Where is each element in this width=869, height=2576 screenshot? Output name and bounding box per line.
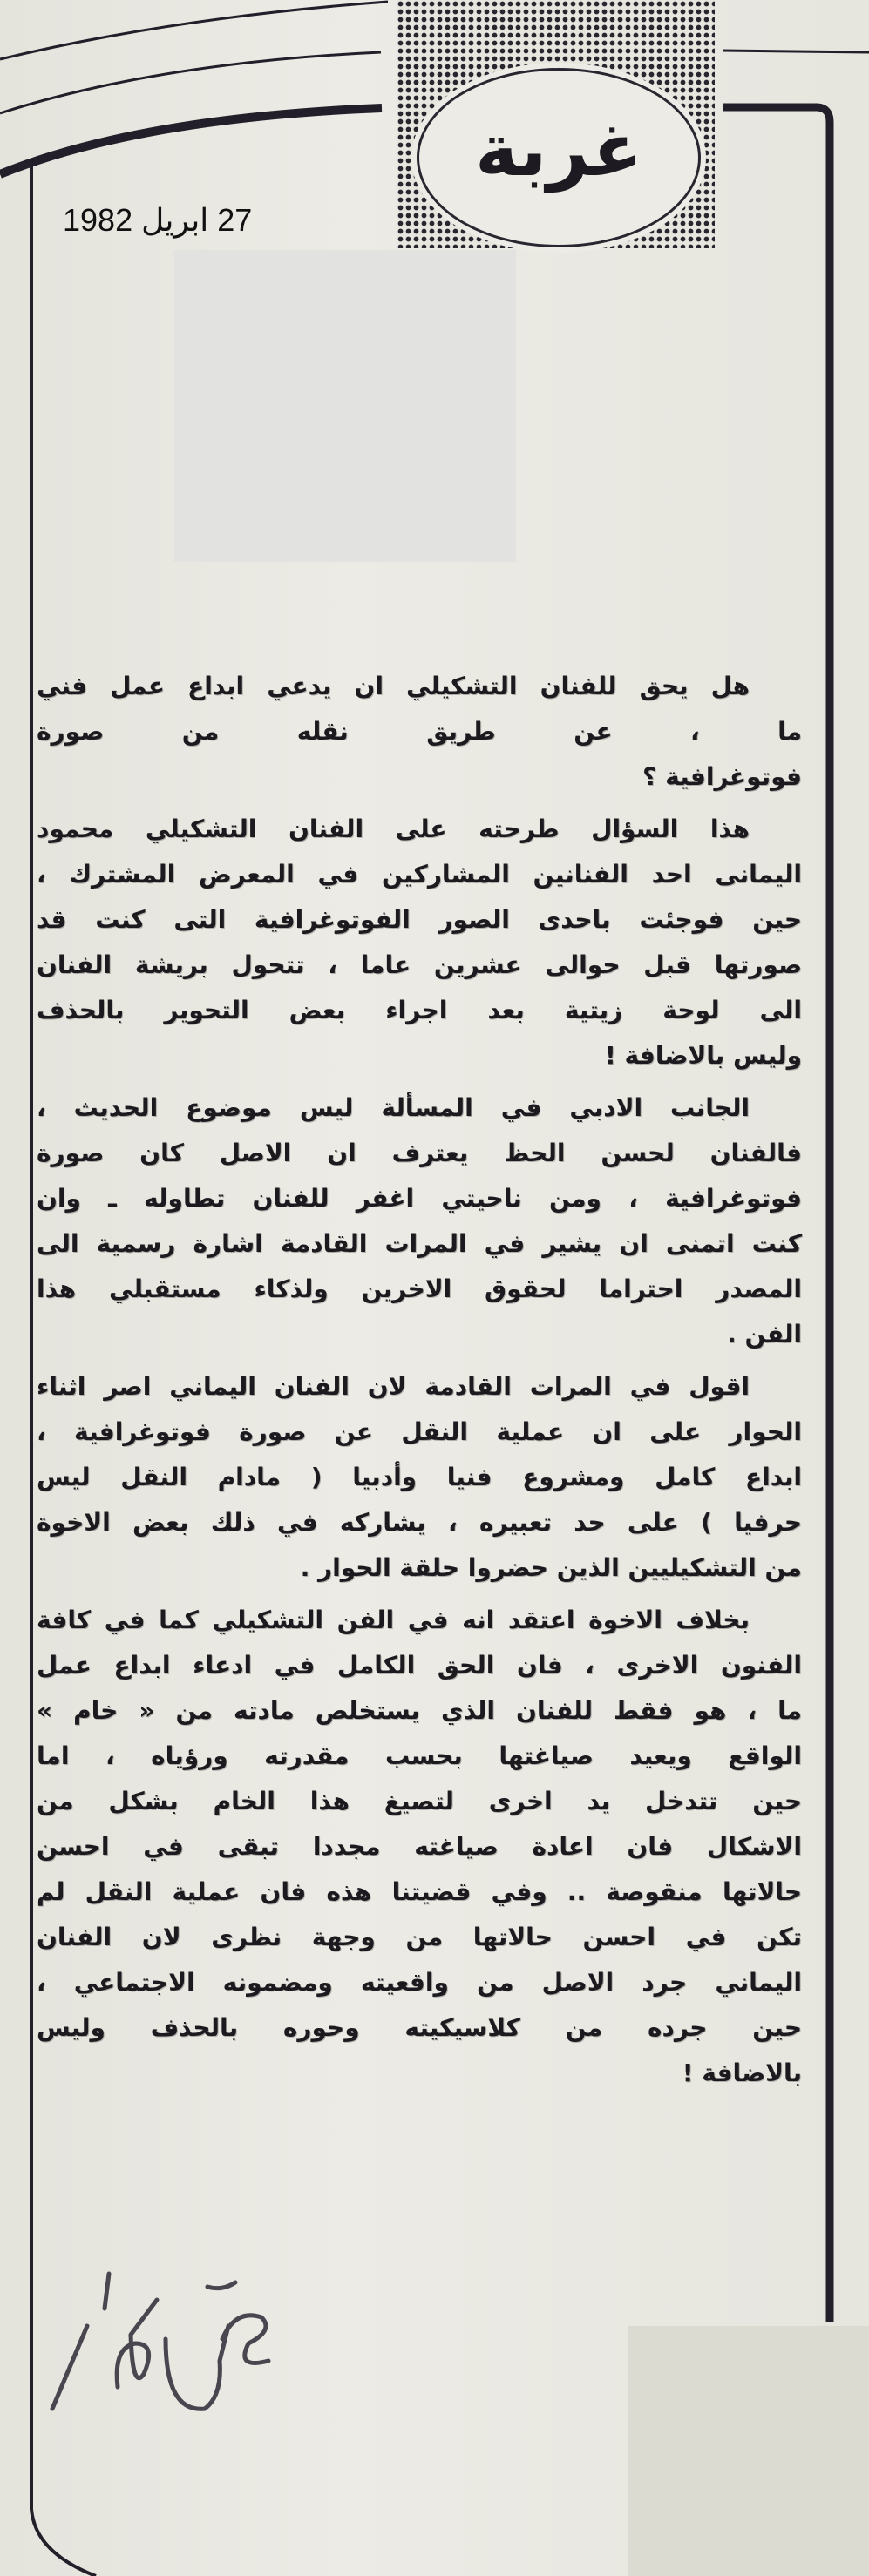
header-line-right [723,51,869,52]
article-line: الى لوحة زيتية بعد اجراء بعض التحوير بالحذف [37,996,802,1024]
publication-date: 27 ابريل 1982 [63,202,253,238]
article-line: اقول في المرات القادمة لان الفنان اليماني اصر اثناء [37,1372,750,1401]
article-line: حين فوجئت باحدى الصور الفوتوغرافية التى كنت قد [37,905,802,934]
article-line: فوتوغرافية ، ومن ناحيتي اغفر للفنان تطاوله ـ وان [37,1184,802,1213]
article-line: من التشكيليين الذين حضروا حلقة الحوار . [300,1553,802,1582]
article-line: وليس بالاضافة ! [605,1041,802,1070]
article-line: فالفنان لحسن الحظ يعترف ان الاصل كان صورة [37,1139,802,1167]
article-line: اليمانى احد الفنانين المشاركين في المعرض المشترك ، [37,860,802,889]
article-line: بالاضافة ! [682,2059,802,2087]
article-line: الواقع ويعيد صياغتها بحسب مقدرته ورؤياه ، اما [37,1741,802,1770]
article-line: فوتوغرافية ؟ [642,762,802,791]
article-line: حالاتها منقوصة .. وفي قضيتنا هذه فان عملية النقل لم [37,1877,802,1906]
article-line: حين جرده من كلاسيكيته وحوره بالحذف وليس [37,2013,802,2042]
article-line: كنت اتمنى ان يشير في المرات القادمة اشارة رسمية الى [37,1229,802,1258]
column-title-oval [417,68,701,247]
article-line: الفنون الاخرى ، فان الحق الكامل في ادعاء ابداع عمل [37,1651,802,1680]
article-line: هل يحق للفنان التشكيلي ان يدعي ابداع عمل فني [37,672,750,700]
header-curve-thick [0,108,382,174]
article-line: ما ، هو فقط للفنان الذي يستخلص مادته من « خام » [37,1696,802,1725]
header-curve-thin-1 [0,2,388,59]
redacted-photo [174,250,516,562]
article-line: المصدر احتراما لحقوق الاخرين ولذكاء مستقبلي هذا [37,1274,802,1303]
article-line: الاشكال فان اعادة صياغته مجددا تبقى في احسن [37,1832,802,1861]
paragraph-gap [37,1357,802,1364]
article-line: حرفيا ) على حد تعبيره ، يشاركه في ذلك بعض الاخوة [37,1508,802,1537]
article-line: تكن في احسن حالاتها من وجهة نظرى لان الفنان [37,1923,802,1951]
header-curve-thin-2 [0,52,381,113]
author-signature [35,2256,279,2422]
article-line: اليماني جرد الاصل من واقعيته ومضمونه الاجتماعي ، [37,1968,802,1997]
article-line: ما ، عن طريق نقله من صورة [37,717,802,746]
article-body [37,664,802,2096]
article-line: صورتها قبل حوالى عشرين عاما ، تتحول بريشة الفنان [37,950,802,979]
paragraph-gap [37,800,802,807]
article-line: ابداع كامل ومشروع فنيا وأدبيا ( مادام النقل ليس [37,1463,802,1491]
paragraph-gap [37,1078,802,1085]
article-line: الفن . [727,1320,802,1349]
paragraph-gap [37,1591,802,1598]
article-line: حين تتدخل يد اخرى لتصيغ هذا الخام بشكل من [37,1787,802,1815]
column-title: غربة [474,107,643,193]
article-line: بخلاف الاخوة اعتقد انه في الفن التشكيلي كما في كافة [37,1606,750,1634]
article-line: الجانب الادبي في المسألة ليس موضوع الحديث ، [37,1093,750,1122]
article-line: هذا السؤال طرحته على الفنان التشكيلي محمود [37,815,750,843]
article-line: الحوار على ان عملية النقل عن صورة فوتوغرافية ، [37,1417,802,1446]
